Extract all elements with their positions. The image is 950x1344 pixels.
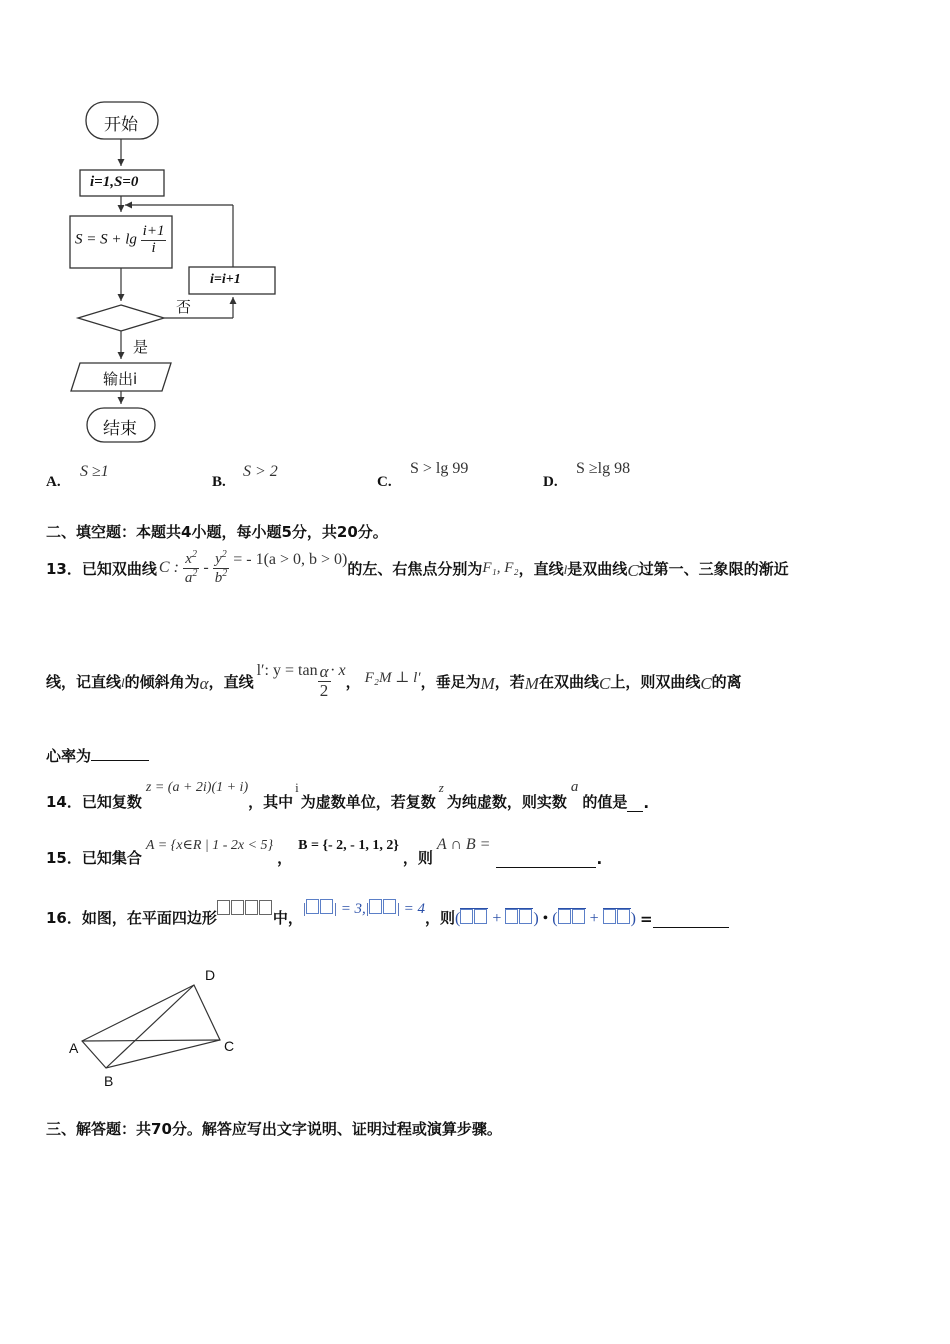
q13-l1: l [563, 562, 568, 577]
q14-line [46, 776, 649, 812]
flow-update-den: i [151, 239, 156, 256]
q16-quad-name [217, 900, 273, 918]
q13-b: b [214, 569, 223, 586]
q13-line2 [46, 658, 742, 704]
flow-init-label: i=1,S=0 [90, 174, 139, 190]
q16-equals: = [639, 910, 653, 928]
q13-c2: C [598, 674, 611, 693]
flow-increment-label: i=i+1 [210, 272, 241, 287]
q16-answer-blank[interactable] [653, 927, 729, 928]
q13-minus: - [203, 558, 209, 576]
q13-text3: ，直线 [518, 559, 564, 578]
q16-plus2: + [589, 910, 599, 927]
q16-dot-expr: ( + ) • ( + ) [454, 910, 636, 927]
diagonal-bd [106, 985, 194, 1068]
q13-answer-blank[interactable] [91, 760, 149, 761]
q15-set-a: A = {x∈R | 1 - 2x < 5} [145, 838, 274, 853]
q13-y: y [215, 550, 222, 567]
q13-a: a [184, 569, 193, 586]
q14-i: i [295, 780, 299, 795]
q13-line3 [46, 745, 149, 766]
q13-x: x [185, 550, 192, 567]
section2-heading: 二、填空题：本题共4小题，每小题5分，共20分。 [46, 523, 388, 541]
q13-half-alpha-num: α [319, 661, 329, 681]
q14-a: a [570, 779, 579, 795]
flow-update-fraction [141, 224, 167, 257]
q13-text4: 是双曲线 [567, 559, 628, 578]
q13-lprime: l′: y = tan [256, 662, 318, 679]
q13-frac-y: $\frac{y^2}{b^2}$ [214, 548, 228, 586]
q14-number: 14． [46, 793, 82, 811]
q15-line [46, 834, 602, 868]
q16-eq1: | | = 3, [302, 901, 366, 917]
q16-eq2-val: = 4 [403, 901, 425, 917]
q16-number: 16． [46, 909, 82, 927]
option-a-letter: A. [46, 474, 61, 490]
q13-line2-text6: 在双曲线 [538, 672, 599, 691]
flow-start-label: 开始 [104, 115, 138, 135]
q13-line2-text4: ，垂足为 [420, 672, 481, 691]
q14-text4: 为纯虚数，则实数 [446, 793, 567, 811]
option-a-expr: S ≥1 [80, 463, 109, 480]
option-b-letter: B. [212, 474, 226, 490]
option-c-letter: C. [377, 474, 392, 490]
q13-m1: M [480, 674, 495, 693]
flow-update-prefix: S = S + lg [75, 231, 137, 248]
q16-line [46, 898, 729, 928]
q14-answer-blank[interactable] [627, 811, 643, 812]
q16-eq2: | | = 4 [365, 901, 425, 917]
q13-line2-text3: ，直线 [208, 672, 254, 691]
q14-text5: 的值是 [582, 793, 628, 811]
q16-eq1-val: = 3, [340, 901, 366, 917]
option-d-letter: D. [543, 474, 558, 490]
q13-line1 [46, 546, 789, 590]
q13-line2-text5: ，若 [494, 672, 525, 691]
flow-update-num: i+1 [142, 223, 165, 239]
diagonal-ac [82, 1040, 220, 1041]
vertex-d-label: D [205, 967, 216, 983]
vertex-c-label: C [224, 1038, 235, 1054]
q13-text1: 已知双曲线 [81, 559, 157, 578]
q13-text5: 过第一、三象限的渐近 [638, 559, 789, 578]
vertex-b-label: B [104, 1073, 114, 1089]
q15-expr: A ∩ B = [436, 836, 491, 853]
flow-update-label [75, 224, 166, 257]
q14-text1: 已知复数 [81, 793, 142, 811]
q13-dotx: · x [330, 662, 346, 679]
q13-half-alpha-den: 2 [319, 680, 329, 700]
q15-end: . [596, 850, 603, 868]
q13-text2: 的左、右焦点分别为 [347, 559, 483, 578]
vertex-a-label: A [69, 1040, 79, 1056]
q16-text3: ，则 [424, 909, 455, 927]
q14-text2: ，其中 [248, 793, 294, 811]
q13-foci: F₁, F₂ [482, 559, 519, 576]
q15-comma: ， [277, 849, 293, 867]
q13-line2-text7: 上，则双曲线 [610, 672, 701, 691]
q14-z: z [438, 780, 444, 795]
section3-heading: 三、解答题：共70分。解答应写出文字说明、证明过程或演算步骤。 [46, 1120, 502, 1138]
q13-c1: C [627, 561, 639, 580]
option-d-expr: S ≥lg 98 [576, 460, 631, 477]
q16-dot: • [542, 910, 549, 927]
q13-frac-x: $\frac{x^2}{a^2}$ [184, 548, 198, 586]
flow-decision-node [78, 305, 164, 331]
q13-comma: ， [345, 672, 361, 691]
q13-l2: l [121, 675, 125, 690]
q13-m2: M [524, 674, 539, 693]
q15-number: 15． [46, 849, 82, 867]
flow-yes-label: 是 [133, 338, 149, 356]
q13-c3: C [700, 674, 712, 693]
q13-number: 13． [46, 559, 82, 578]
option-c-expr: S > lg 99 [410, 460, 469, 477]
q13-c-label: C : [158, 558, 179, 576]
q13-line2-text1: 线，记直线 [46, 672, 122, 691]
q13-alpha: α [199, 674, 209, 693]
q15-set-b: B = {- 2, - 1, 1, 2} [298, 838, 399, 853]
q15-answer-blank[interactable] [496, 867, 596, 868]
flow-end-label: 结束 [103, 419, 137, 439]
quadrilateral-figure [60, 960, 250, 1090]
q16-plus1: + [492, 910, 502, 927]
q14-z-expr: z = (a + 2i)(1 + i) [145, 780, 249, 795]
q13-half-alpha [318, 663, 331, 700]
flow-output-label: 输出i [103, 370, 138, 388]
q13-rhs: = - 1(a > 0, b > 0) [233, 550, 348, 568]
q15-text1: 已知集合 [81, 849, 142, 867]
q15-text2: ，则 [402, 849, 433, 867]
q16-text2: 中， [272, 909, 303, 927]
q14-end: . [643, 794, 650, 812]
q13-equation [159, 550, 347, 587]
q16-text1: 如图，在平面四边形 [81, 909, 217, 927]
q13-line2-text8: 的离 [711, 672, 742, 691]
q13-perp: F₂M ⊥ l′ [364, 669, 421, 686]
flow-no-label: 否 [176, 298, 192, 316]
q14-text3: 为虚数单位，若复数 [300, 793, 436, 811]
q13-line3-text: 心率为 [46, 747, 92, 765]
q13-line2-text2: 的倾斜角为 [124, 672, 200, 691]
option-b-expr: S > 2 [243, 463, 278, 480]
quadrilateral-outline [82, 985, 220, 1068]
